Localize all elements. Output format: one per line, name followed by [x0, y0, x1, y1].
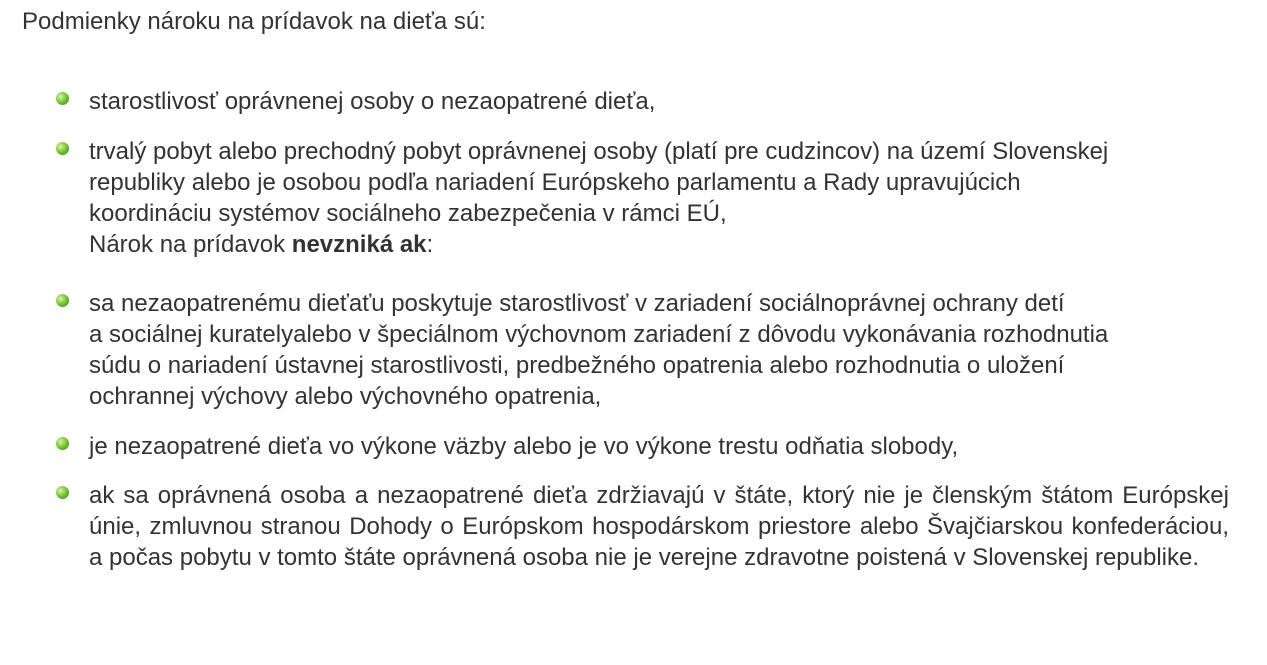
list-item-text: starostlivosť oprávnenej osoby o nezaopatrené dieťa,: [89, 88, 656, 115]
list-item-line: trvalý pobyt alebo prechodný pobyt oprávnenej osoby (platí pre cudzincov) na území Slovenskej: [89, 138, 1109, 165]
list-item-line: koordináciu systémov sociálneho zabezpečenia v rámci EÚ,: [89, 200, 727, 227]
green-bullet-icon: [56, 437, 69, 450]
list-item-line: ochrannej výchovy alebo výchovného opatrenia,: [89, 383, 602, 410]
list-item: [89, 136, 1229, 260]
list-item: [89, 288, 1229, 412]
exclusion-note: [89, 229, 1229, 260]
green-bullet-icon: [56, 92, 69, 105]
list-item: [89, 480, 1229, 573]
list-item-line: súdu o nariadení ústavnej starostlivosti, predbežného opatrenia alebo rozhodnutia o uložení: [89, 352, 1065, 379]
list-item-line: sa nezaopatrenému dieťaťu poskytuje starostlivosť v zariadení sociálnoprávnej ochrany detí: [89, 290, 1065, 317]
list-item-text: je nezaopatrené dieťa vo výkone väzby alebo je vo výkone trestu odňatia slobody,: [89, 433, 959, 460]
list-item-text: ak sa oprávnená osoba a nezaopatrené dieťa zdržiavajú v štáte, ktorý nie je členským štátom Európskej únie, zmluvnou stranou Dohody o Európskom hospodárskom priestore alebo Švajčiarskou konfederáciou, a počas pobytu v tomto štáte oprávnená osoba nie je verejne zdravotne poistená v Slovenskej republike.: [89, 482, 1229, 571]
list-item: [89, 431, 1229, 462]
green-bullet-icon: [56, 486, 69, 499]
list-item-line: a sociálnej kuratelyalebo v špeciálnom výchovnom zariadení z dôvodu vykonávania rozhodnutia: [89, 321, 1109, 348]
green-bullet-icon: [56, 142, 69, 155]
conditions-heading: Podmienky nároku na prídavok na dieťa sú:: [22, 8, 486, 35]
exclusion-note-bold: nevzniká ak: [291, 231, 427, 258]
exclusion-note-suffix: :: [426, 231, 434, 258]
green-bullet-icon: [56, 294, 69, 307]
list-item-line: republiky alebo je osobou podľa nariadení Európskeho parlamentu a Rady upravujúcich: [89, 169, 1021, 196]
list-item: [89, 86, 1229, 117]
exclusion-note-prefix: Nárok na prídavok: [89, 231, 292, 258]
